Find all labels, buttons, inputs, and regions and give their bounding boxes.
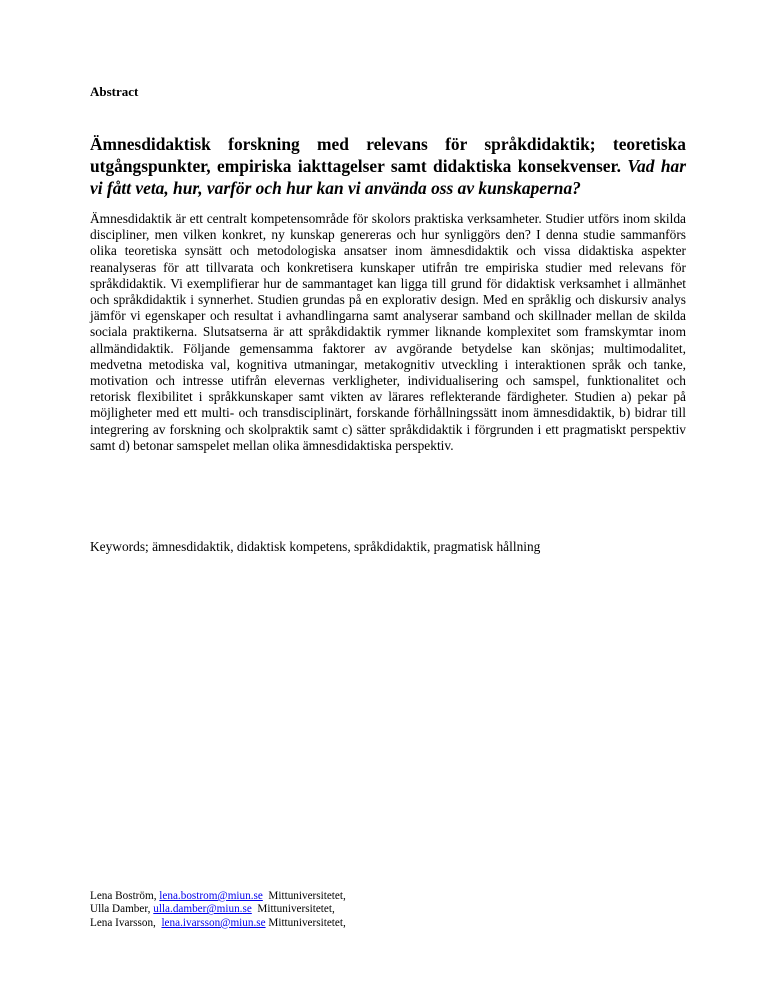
author-email-link[interactable]: lena.bostrom@miun.se (159, 890, 263, 902)
title-subtitle: Vad har vi fått veta, hur, varför och hur kan vi använda oss av kunskaperna? (90, 156, 686, 198)
section-heading: Abstract (90, 84, 139, 99)
keywords-line: Keywords; ämnesdidaktik, didaktisk kompetens, språkdidaktik, pragmatisk hållning (90, 539, 541, 554)
author-email-link[interactable]: lena.ivarsson@miun.se (161, 916, 266, 929)
author-name: Ulla Damber, (90, 903, 154, 916)
author-affiliation: Mittuniversitetet, (262, 890, 346, 902)
author-affiliation: Mittuniversitetet, (251, 903, 335, 916)
author-line (90, 890, 346, 903)
author-line (90, 917, 346, 930)
document-title (90, 133, 686, 199)
author-name: Lena Boström, (90, 890, 160, 902)
author-line (90, 903, 346, 916)
title-main: Ämnesdidaktisk forskning med relevans för språkdidaktik; teoretiska utgångspunkter, empiriska iakttagelser samt didaktiska konsekvenser. (90, 134, 686, 176)
abstract-body: Ämnesdidaktik är ett centralt kompetensområde för skolors praktiska verksamheter. Studier utförs inom skilda discipliner, men vilken konkret, ny kunskap genereras och hur synliggörs den? I denna studie sammanförs olika teoretiska synsätt och metodologiska ansatser inom ämnesdidaktik och vissa didaktiska aspekter reanalyseras för att tillvarata och konkretisera kunskaper utifrån tre empiriska studier med relevans för språkdidaktik. Vi exemplifierar hur de sammantaget kan ligga till grund för didaktisk verksamhet i allmänhet och språkdidaktik i synnerhet. Studien grundas på en explorativ design. Med en språklig och diskursiv analys jämför vi egenskaper och resultat i avhandlingarna samt analyserar samband och skillnader mellan de skilda sociala praktikerna. Slutsatserna är att språkdidaktik rymmer liknande komplexitet som framskymtar inom allmändidaktik. Följande gemensamma faktorer av avgörande betydelse kan skönjas; multimodalitet, medvetna metodiska val, kognitiva utmaningar, metakognitiv utveckling i interaktionen språk och tanke, motivation och intresse utifrån elevernas verkligheter, individualisering och samspel, funktionalitet och retorisk flexibilitet i språkkunskaper samt vikten av lärares reflekterande färdigheter. Studien a) pekar på möjligheter med ett multi- och transdisciplinärt, forskande förhållningssätt inom ämnesdidaktik, b) bidrar till integrering av forskning och skolpraktik samt c) sätter språkdidaktik i förgrunden i ett pragmatiskt perspektiv samt d) betonar samspelet mellan olika ämnesdidaktiska perspektiv. (90, 211, 686, 453)
author-list (90, 890, 346, 930)
author-email-link[interactable]: ulla.damber@miun.se (153, 903, 252, 916)
author-affiliation: Mittuniversitetet, (265, 916, 346, 929)
author-name: Lena Ivarsson, (90, 916, 162, 929)
